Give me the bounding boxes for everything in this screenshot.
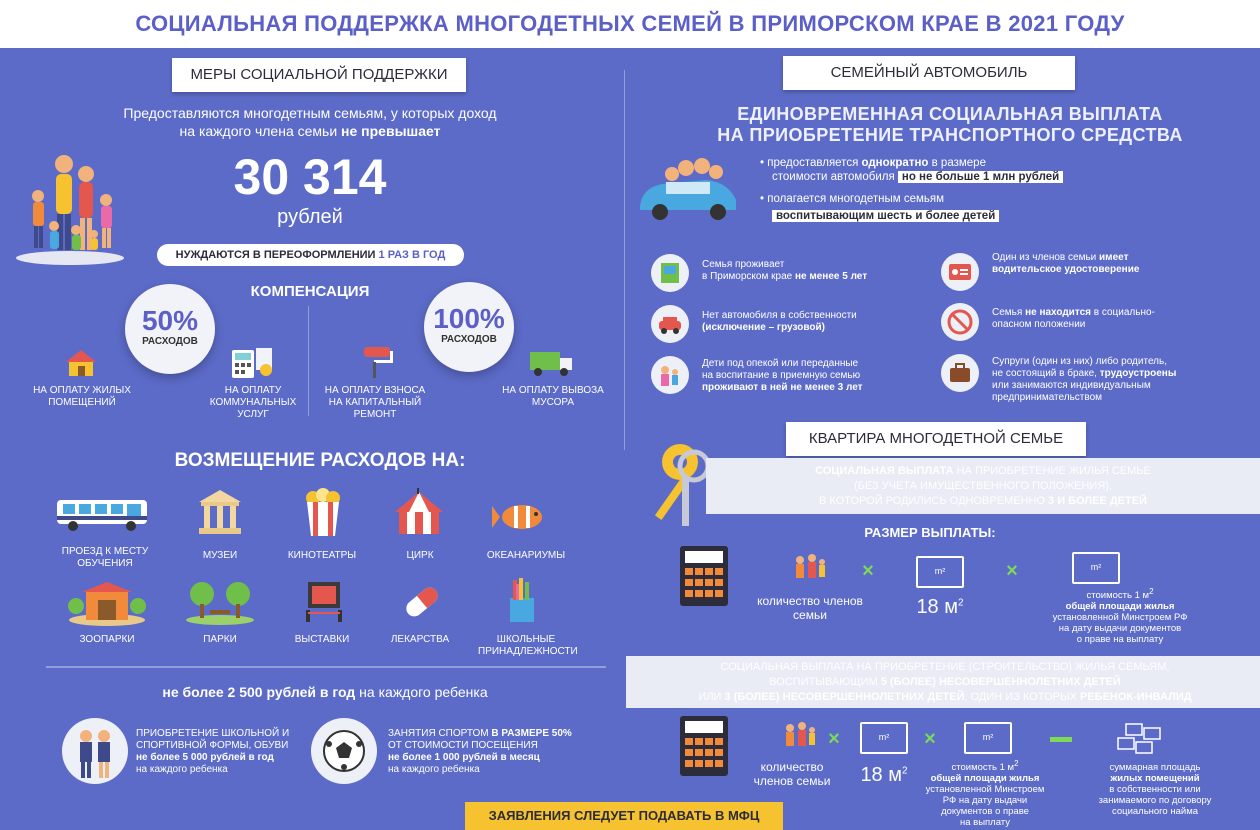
apartment2-desc-1: СОЦИАЛЬНАЯ ВЫПЛАТА НА ПРИОБРЕТЕНИЕ (СТРОИТЕЛЬСТВО) ЖИЛЬЯ СЕМЬЯМ, <box>720 661 1170 673</box>
f1-cost-2: общей площади жилья <box>1065 601 1175 613</box>
income-unit: рублей <box>277 206 343 228</box>
guardianship-icon <box>651 356 689 394</box>
bullet-once-b: однократно <box>861 157 929 169</box>
cond-guardianship-1: Дети под опекой или переданные <box>702 358 859 369</box>
f1-members: количество членов семьи <box>757 594 863 622</box>
f2-sum-4: занимаемого по договору <box>1098 795 1212 806</box>
house-icon <box>64 348 98 383</box>
cond-residence <box>702 259 932 283</box>
pencils-icon <box>504 576 540 629</box>
cond-employment-2a: не состоящий в браке, <box>992 368 1100 379</box>
intro-bold: не превышает <box>341 123 441 139</box>
compensation-divider <box>308 306 309 416</box>
car-family-icon <box>636 152 740 231</box>
car-bullets <box>760 156 1160 223</box>
no-car-icon <box>651 305 689 343</box>
limit-divider <box>46 666 606 668</box>
apartment2-desc-2b: 5 (БОЛЕЕ) НЕСОВЕРШЕННОЛЕТНИХ ДЕТЕЙ <box>880 676 1121 688</box>
apartment2-desc-2 <box>640 675 1250 690</box>
cond-guardianship-3: проживают в ней не менее 3 лет <box>702 382 863 393</box>
comp-50-label: РАСХОДОВ <box>142 336 198 347</box>
bullet-families-line-2 <box>760 209 1160 223</box>
keys-icon <box>622 440 712 545</box>
f1-area: 18 $м^2$ <box>916 596 964 618</box>
cond-residence-2 <box>702 271 932 283</box>
calculator-icon <box>680 716 728 781</box>
f2-cost-2: общей площади жилья <box>930 773 1040 785</box>
apartment-desc-3 <box>710 494 1256 509</box>
limit-text <box>60 684 590 700</box>
sport-text <box>388 728 588 776</box>
cond-employment-3: или занимаются индивидуальным <box>992 380 1151 391</box>
apartment-desc-3a: В КОТОРОЙ РОДИЛИСЬ ОДНОВРЕМЕННО <box>819 495 1049 507</box>
f2-members: количество членов семьи <box>753 760 831 788</box>
f1-area-value: 18 м <box>916 596 958 618</box>
intro-line-2 <box>100 122 520 140</box>
reimbursement-title: ВОЗМЕЩЕНИЕ РАСХОДОВ НА: <box>174 450 466 471</box>
cond-safety-1b: не находится <box>1025 307 1091 318</box>
briefcase-icon <box>941 354 979 392</box>
f2-cost-6: на выплату <box>959 817 1010 829</box>
multiply-icon: × <box>924 728 936 750</box>
cond-residence-2a: в Приморском крае <box>702 271 795 282</box>
compensation-title: КОМПЕНСАЦИЯ <box>250 283 370 300</box>
fish-icon <box>492 500 552 539</box>
bullet-once-line-2 <box>760 170 1160 184</box>
multiply-icon: × <box>828 728 840 750</box>
square-meter-icon: m² <box>1072 552 1120 584</box>
prohibited-icon <box>941 303 979 341</box>
soccer-ball-icon <box>311 718 377 784</box>
column-divider <box>624 70 625 450</box>
bullet-once: • предоставляется однократно в размере <box>760 157 986 169</box>
f2-cost-3: установленной Минстроем <box>925 784 1045 796</box>
income-intro <box>100 104 520 140</box>
cond-employment <box>992 356 1242 404</box>
cond-safety <box>992 307 1242 331</box>
comp-item-housing: НА ОПЛАТУ ЖИЛЫХ ПОМЕЩЕНИЙ <box>33 385 131 408</box>
reimb-circus: ЦИРК <box>406 550 434 561</box>
bullet-once-c: в размере <box>928 157 986 169</box>
license-icon <box>941 253 979 291</box>
intro-line-1: Предоставляются многодетным семьям, у которых доход <box>123 105 497 121</box>
f2-cost <box>920 758 1050 828</box>
apartment-desc-1 <box>710 464 1256 479</box>
region-map-icon <box>651 254 689 292</box>
cond-residence-2b: не менее 5 лет <box>794 271 868 282</box>
cond-safety-1 <box>992 307 1242 319</box>
reimb-transport: ПРОЕЗД К МЕСТУ ОБУЧЕНИЯ <box>61 546 149 569</box>
comp-100-value: 100% <box>433 303 505 334</box>
apartment-header: КВАРТИРА МНОГОДЕТНОЙ СЕМЬЕ <box>786 422 1086 456</box>
cond-residence-1: Семья проживает <box>702 259 785 270</box>
reimb-school-supplies: ШКОЛЬНЫЕ ПРИНАДЛЕЖНОСТИ <box>478 634 578 657</box>
car-title-line-2: НА ПРИОБРЕТЕНИЕ ТРАНСПОРТНОГО СРЕДСТВА <box>717 125 1183 145</box>
reimb-medicines: ЛЕКАРСТВА <box>390 634 450 645</box>
f2-sum-5: социального найма <box>1111 806 1199 817</box>
sport-desc-b: В РАЗМЕРЕ 50% <box>491 728 572 739</box>
sport-desc <box>388 728 588 740</box>
six-children-highlight: воспитывающим шесть и более детей <box>772 210 999 222</box>
apartment2-desc-3 <box>640 690 1250 705</box>
family-small-icon <box>790 552 830 591</box>
exhibition-icon <box>304 580 344 629</box>
bus-icon <box>55 496 151 537</box>
f2-area-value: 18 м <box>860 764 902 786</box>
family-small-icon <box>780 720 820 759</box>
bullet-families: • полагается многодетным семьям <box>760 193 944 205</box>
f2-area: 18 $м^2$ <box>860 764 908 786</box>
car-max-highlight: но не больше 1 млн рублей <box>898 171 1063 183</box>
reimb-exhibitions: ВЫСТАВКИ <box>294 634 350 645</box>
sport-desc-a: ЗАНЯТИЯ СПОРТОМ <box>388 728 492 739</box>
sport-per-child: на каждого ребенка <box>388 764 480 775</box>
apartment2-desc-3d: РЕБЕНОК-ИНВАЛИД <box>1079 691 1192 703</box>
f2-cost-4: РФ на дату выдачи <box>942 795 1028 807</box>
paint-roller-icon <box>360 344 396 385</box>
cond-guardianship <box>702 358 932 394</box>
square-meter-icon: m² <box>916 556 964 588</box>
garbage-truck-icon <box>528 348 576 383</box>
apartment-desc-3b: 3 И БОЛЕЕ ДЕТЕЙ <box>1048 495 1147 507</box>
apartment-desc-1b: НА ПРИОБРЕТЕНИЕ ЖИЛЬЯ СЕМЬЕ <box>953 465 1151 477</box>
comp-50-value: 50% <box>141 305 199 336</box>
f1-cost-1: стоимость 1 $м^2$ <box>1086 587 1154 602</box>
minus-icon <box>1050 737 1072 742</box>
reimb-cinemas: КИНОТЕАТРЫ <box>287 550 357 561</box>
cond-no-car-2: (исключение – грузовой) <box>702 322 825 333</box>
reimb-parks: ПАРКИ <box>203 634 237 645</box>
comp-100-label: РАСХОДОВ <box>441 334 497 345</box>
uniform-limit: не более 5 000 рублей в год <box>136 752 274 763</box>
zoo-icon <box>68 582 146 631</box>
bullet-once-d: стоимости автомобиля <box>772 171 895 183</box>
cond-license-2: водительское удостоверение <box>992 264 1140 275</box>
sport-desc-c: ОТ СТОИМОСТИ ПОСЕЩЕНИЯ <box>388 740 538 751</box>
cond-guardianship-2: на воспитание в приемную семью <box>702 370 861 381</box>
f2-sum-1: суммарная площадь <box>1109 762 1201 773</box>
cond-employment-2b: трудоустроены <box>1099 368 1177 379</box>
reimb-museums: МУЗЕИ <box>202 550 238 561</box>
apartment2-desc-3c: , ОДИН ИЗ КОТОРЫХ <box>964 691 1080 703</box>
reissue-bold: 1 РАЗ В ГОД <box>378 249 446 261</box>
reissue-pill <box>157 244 464 266</box>
limit-amount: не более 2 500 рублей в год <box>162 684 356 700</box>
reissue-text: НУЖДАЮТСЯ В ПЕРЕОФОРМЛЕНИИ <box>175 249 379 261</box>
f2-cost-5: документов о праве <box>941 806 1029 818</box>
square-meter-icon: m² <box>860 722 908 754</box>
square-meter-icon: m² <box>964 722 1012 754</box>
popcorn-icon <box>303 488 343 543</box>
cond-employment-4: предпринимательством <box>992 392 1102 403</box>
apartment-desc <box>710 464 1256 509</box>
f2-sum <box>1080 762 1230 817</box>
f1-cost <box>1030 586 1210 645</box>
cond-safety-1c: в социально- <box>1091 307 1155 318</box>
comp-item-capital-repair: НА ОПЛАТУ ВЗНОСА НА КАПИТАЛЬНЫЙ РЕМОНТ <box>324 385 426 420</box>
apartment-desc-1a: СОЦИАЛЬНАЯ ВЫПЛАТА <box>815 465 954 477</box>
support-measures-header: МЕРЫ СОЦИАЛЬНОЙ ПОДДЕРЖКИ <box>172 58 466 92</box>
multiply-icon: × <box>862 560 874 582</box>
f2-cost-1-text: стоимость 1 м <box>951 762 1015 774</box>
museum-icon <box>197 488 243 541</box>
sport-limit: не более 1 000 рублей в месяц <box>388 752 540 763</box>
f2-sum-2: жилых помещений <box>1110 773 1200 784</box>
mfc-footer: ЗАЯВЛЕНИЯ СЛЕДУЕТ ПОДАВАТЬ В МФЦ <box>465 802 783 830</box>
f1-cost-1-text: стоимость 1 м <box>1086 590 1150 602</box>
cond-employment-2 <box>992 368 1242 380</box>
park-icon <box>184 578 256 631</box>
cond-safety-1a: Семья <box>992 307 1026 318</box>
circus-icon <box>393 488 445 543</box>
utilities-icon <box>230 346 276 385</box>
apartment2-desc-3a: ИЛИ <box>698 691 725 703</box>
f2-cost-1: стоимость 1 $м^2$ <box>951 759 1019 774</box>
cond-no-car <box>702 310 932 334</box>
pill-icon <box>400 580 444 629</box>
cond-employment-1: Супруги (один из них) либо родитель, <box>992 356 1167 367</box>
apartment-desc-2: (БЕЗ УЧЕТА ИМУЩЕСТВЕННОГО ПОЛОЖЕНИЯ), <box>853 480 1113 492</box>
f2-sum-3: в собственности или <box>1109 784 1201 795</box>
f1-cost-4: на дату выдачи документов <box>1058 623 1182 635</box>
bullet-once-a: предоставляется <box>767 157 862 169</box>
multiply-icon: × <box>1006 560 1018 582</box>
car-payment-title <box>700 104 1200 146</box>
intro-text: на каждого члена семьи <box>179 123 342 139</box>
bullet-families-text: полагается многодетным семьям <box>767 193 944 205</box>
cond-license-1a: Один из членов семьи <box>992 252 1100 263</box>
school-kids-icon <box>62 718 128 784</box>
cond-license-1 <box>992 252 1242 264</box>
cond-license-1b: имеет <box>1099 252 1129 263</box>
family-car-header: СЕМЕЙНЫЙ АВТОМОБИЛЬ <box>783 56 1075 90</box>
apartment2-desc-2a: ВОСПИТЫВАЮЩИМ <box>769 676 881 688</box>
income-amount: 30 314 <box>233 149 387 205</box>
f1-cost-3: установленной Минстроем РФ <box>1052 612 1188 624</box>
f1-cost-5: о праве на выплату <box>1076 634 1164 646</box>
reimb-oceanariums: ОКЕАНАРИУМЫ <box>486 550 566 561</box>
cond-no-car-1: Нет автомобиля в собственности <box>702 310 857 321</box>
payment-size-title: РАЗМЕР ВЫПЛАТЫ: <box>864 525 996 540</box>
uniform-desc: ПРИОБРЕТЕНИЕ ШКОЛЬНОЙ И СПОРТИВНОЙ ФОРМЫ, ОБУВИ <box>136 728 290 751</box>
comp-50-circle <box>125 284 215 374</box>
cond-license <box>992 252 1242 276</box>
comp-item-garbage: НА ОПЛАТУ ВЫВОЗА МУСОРА <box>502 385 604 408</box>
family-icon <box>14 144 126 266</box>
calculator-icon <box>680 546 728 611</box>
page-title: СОЦИАЛЬНАЯ ПОДДЕРЖКА МНОГОДЕТНЫХ СЕМЕЙ В ПРИМОРСКОМ КРАЕ В 2021 ГОДУ <box>0 0 1260 48</box>
apartment2-desc-3b: 3 (БОЛЕЕ) НЕСОВЕРШЕННОЛЕТНИХ ДЕТЕЙ <box>724 691 965 703</box>
family-illustration <box>14 144 126 266</box>
uniform-text <box>136 728 306 776</box>
apartment2-desc <box>640 660 1250 705</box>
cond-safety-2: опасном положении <box>992 319 1086 330</box>
rooms-icon <box>1116 722 1162 761</box>
car-title-line-1: ЕДИНОВРЕМЕННАЯ СОЦИАЛЬНАЯ ВЫПЛАТА <box>737 104 1163 124</box>
uniform-per-child: на каждого ребенка <box>136 764 228 775</box>
comp-100-circle <box>424 282 514 372</box>
comp-item-utilities: НА ОПЛАТУ КОММУНАЛЬНЫХ УСЛУГ <box>209 385 297 420</box>
limit-suffix: на каждого ребенка <box>355 684 488 700</box>
reimb-zoos: ЗООПАРКИ <box>79 634 135 645</box>
